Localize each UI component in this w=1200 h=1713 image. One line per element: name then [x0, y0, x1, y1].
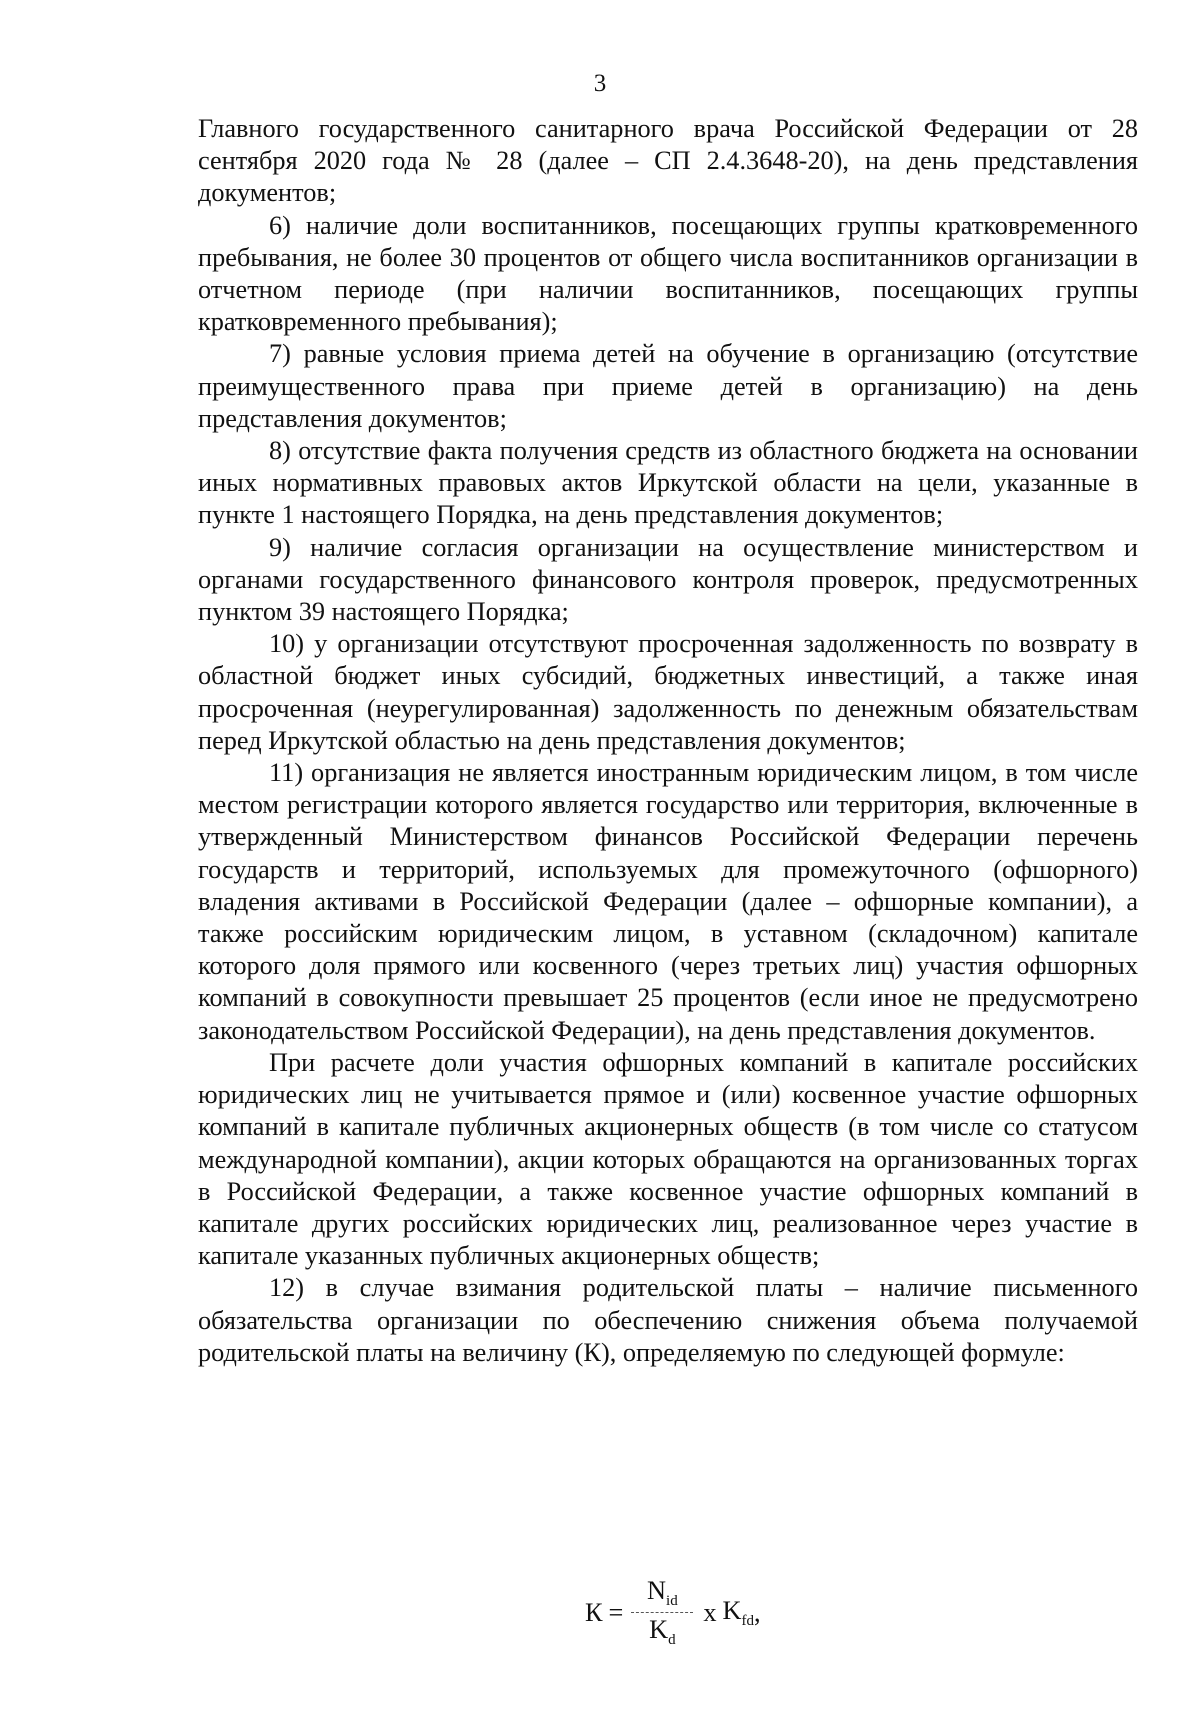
factor-subscript: fd [741, 1612, 755, 1629]
paragraph-continuation: Главного государственного санитарного врача Российской Федерации от 28 сентября 2020 года № 28 (далее – СП 2.4.3648-20), на день представления документов; [198, 114, 1138, 208]
formula-numerator [641, 1578, 684, 1612]
formula-factor [722, 1595, 755, 1629]
formula-times: x [703, 1597, 717, 1627]
numerator-symbol: N [647, 1576, 667, 1605]
paragraph-item-10: 10) у организации отсутствуют просроченная задолженность по возврату в областной бюджет иных субсидий, бюджетных инвестиций, а также иная просроченная (неурегулированная) задолженность по денежным обязательствам перед Иркутской областью на день представления документов; [198, 629, 1138, 755]
factor-symbol: K [722, 1595, 742, 1625]
denominator-symbol: K [649, 1615, 669, 1644]
page-number: 3 [593, 70, 607, 97]
denominator-subscript: d [668, 1632, 676, 1648]
numerator-subscript: id [666, 1593, 678, 1609]
formula-equals: = [608, 1597, 624, 1627]
formula-lhs: К [585, 1597, 603, 1627]
document-body [198, 113, 1138, 1369]
paragraph-item-7: 7) равные условия приема детей на обучение в организацию (отсутствие преимущественного права при приеме детей в организацию) на день представления документов; [198, 339, 1138, 433]
formula [585, 1578, 761, 1648]
formula-fraction [631, 1578, 693, 1648]
paragraph-item-12: 12) в случае взимания родительской платы – наличие письменного обязательства организации по обеспечению снижения объема получаемой родительской платы на величину (К), определяемую по следующей формуле: [198, 1273, 1138, 1367]
formula-trailing-comma: , [754, 1597, 761, 1627]
paragraph-item-11: 11) организация не является иностранным юридическим лицом, в том числе местом регистрации которого является государство или территория, включенные в утвержденный Министерством финансов Российской Федерации перечень государств и территорий, используемых для промежуточного (офшорного) владения активами в Российской Федерации (далее – офшорные компании), а также российским юридическим лицом, в уставном (складочном) капитале которого доля прямого или косвенного (через третьих лиц) участия офшорных компаний в совокупности превышает 25 процентов (если иное не предусмотрено законодательством Российской Федерации), на день представления документов. [198, 758, 1138, 1045]
paragraph-item-8: 8) отсутствие факта получения средств из областного бюджета на основании иных нормативных правовых актов Иркутской области на цели, указанные в пункте 1 настоящего Порядка, на день представления документов; [198, 436, 1138, 530]
paragraph-item-6: 6) наличие доли воспитанников, посещающих группы кратковременного пребывания, не более 30 процентов от общего числа воспитанников организации в отчетном периоде (при наличии воспитанников, посещающих группы кратковременного пребывания); [198, 210, 1138, 337]
paragraph-item-9: 9) наличие согласия организации на осуществление министерством и органами государственного финансового контроля проверок, предусмотренных пунктом 39 настоящего Порядка; [198, 532, 1138, 627]
formula-denominator [649, 1613, 676, 1648]
paragraph-offshore-note: При расчете доли участия офшорных компаний в капитале российских юридических лиц не учитывается прямое и (или) косвенное участие офшорных компаний в капитале публичных акционерных обществ (в том числе со статусом международной компании), акции которых обращаются на организованных торгах в Российской Федерации, а также косвенное участие офшорных компаний в капитале других российских юридических лиц, реализованное через участие в капитале указанных публичных акционерных обществ; [198, 1047, 1138, 1271]
